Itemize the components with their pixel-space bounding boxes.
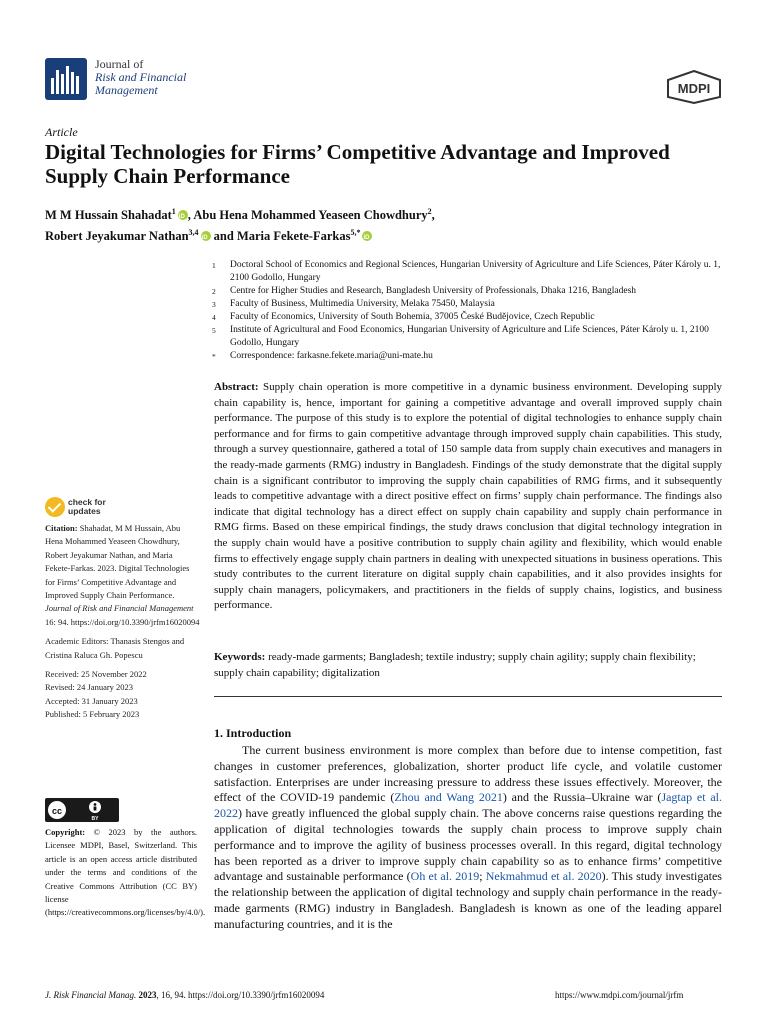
sidebar-info [45,522,200,722]
cc-by-license-icon[interactable] [45,798,119,822]
affiliation-item: 2 Centre for Higher Studies and Research, Bangladesh University of Professionals, Dhaka 1216, Bangladesh [212,286,637,296]
footer-journal-url[interactable]: https://www.mdpi.com/journal/jrfm [555,990,684,1000]
affiliations [212,259,722,363]
abstract [214,380,722,614]
date-received: Received: 25 November 2022 [45,669,147,680]
paper-title: Digital Technologies for Firms’ Competitive Advantage and Improved Supply Chain Performance [45,140,670,188]
abstract-text: Supply chain operation is more competitive in a dynamic business environment. Developing supply chain capability is, hence, important for gaining a competitive advantage and overall improved supply chain performance. The purpose of this study is to explore the potential of digital technologies to enhance supply chain performance and for firms to gain competitive advantage through improved supply chain capabilities. This study, through a survey questionnaire, gathered a total of 150 sample data from supply chain executives and managers in the ready-made garments (RMG) industry in Bangladesh. Findings of the study demonstrate that the digital supply chain is a significant contributor to improving the supply chain capabilities of RMG firms, and it subsequently leads to competitive advantage with a direct positive effect on firms’ supply chain performance. The findings also indicate that digital technology has a direct effect on supply chain capability and supply chain performance in RMG firms. Based on these empirical findings, the study draws conclusion that digital technology integration in the supply chain would have a positive contribution to supply chain agility and flexibility, which would enable firms to effectively engage supply chain partners in dealing with unexpected situations in business operations. This study contributes to the current literature on digital supply chain capabilities, and it also provides insights for supply chain managers, policymakers, and practitioners in the fields of supply chains, logistics, and business performance. [214,381,722,612]
orcid-icon[interactable] [201,231,211,241]
author-list: M M Hussain Shahadat$^1$iD , Abu Hena Mohammed Yeaseen Chowdhury$^2$, Robert Jeyakumar Nathan$^{3,4}$iD and Maria Fekete-Farkas$^{5,*}$iD [45,203,725,245]
intro-paragraph: The current business environment is more complex than before due to intense competition, fast changes in customer preferences, globalization, shorter product life cycle, and volatile customer satisfaction. Enterprises are under increasing pressure to address these issues effectively. Moreover, the effect of the COVID-19 pandemic (Zhou and Wang 2021) and the Russia–Ukraine war (Jagtap et al. 2022) have greatly influenced the global supply chain. The above concerns raise questions regarding the application of digital technologies towards the supply chain process to improve supply chain performance and to improve the agility of business processes overall. In this regard, digital technology has been reported as a driver to improve supply chain capability so as to enhance firms’ competitive advantage and sustainable performance (Oh et al. 2019; Nekmahmud et al. 2020). This study investigates the relationship between the application of digital technology and supply chain performance in the ready-made garments (RMG) industry in Bangladesh. Bangladesh is known as one of the leading apparel manufacturing countries, and it is the [214,743,722,931]
abstract-label: Abstract: [214,381,259,393]
journal-name: Journal of Risk and Financial Management [95,57,187,97]
journal-logo-icon [45,58,87,100]
citation-link[interactable]: Zhou and Wang 2021 [394,790,503,805]
date-revised: Revised: 24 January 2023 [45,682,134,693]
author-name[interactable]: Abu Hena Mohammed Yeaseen Chowdhury [193,208,428,223]
svg-text:cc: cc [51,806,63,816]
keywords [214,650,722,681]
author-name[interactable]: Maria Fekete-Farkas [236,229,351,244]
section-heading: 1. Introduction [214,726,292,740]
academic-editors: Academic Editors: Thanasis Stengos and Cristina Raluca Gh. Popescu [45,636,185,660]
copyright-notice: Copyright: © 2023 by the authors. Licensee MDPI, Basel, Switzerland. This article is an open access article distributed under the terms and conditions of the Creative Commons Attribution (CC BY) license (https://creativecommons.org/licenses/by/4.0/). [45,827,206,918]
intro-body [214,743,722,933]
citation-block: Citation: Shahadat, M M Hussain, Abu Hena Mohammed Yeaseen Chowdhury, Robert Jeyakumar Nathan, and Maria Fekete-Farkas. 2023. Digital Technologies for Firms’ Competitive Advantage and Improved Supply Chain Performance. Journal of Risk and Financial Management 16: 94. https://doi.org/10.3390/jrfm16020094 [45,523,200,627]
affiliation-item: 3 Faculty of Business, Multimedia University, Melaka 75450, Malaysia [212,299,495,309]
keywords-text: ready-made garments; Bangladesh; textile industry; supply chain agility; supply chain flexibility; supply chain capability; digitalization [214,651,696,679]
divider [214,696,722,697]
affiliation-item: 5 Institute of Agricultural and Food Economics, Hungarian University of Agriculture and Life Sciences, Páter Károly u. 1, 2100 Godollo, Hungary [212,325,709,348]
check-updates-icon [45,497,65,517]
citation-link[interactable]: Nekmahmud et al. 2020 [485,869,602,884]
keywords-label: Keywords: [214,651,266,663]
correspondence: * Correspondence: farkasne.fekete.maria@uni-mate.hu [212,351,433,361]
affiliation-item: 1 Doctoral School of Economics and Regional Sciences, Hungarian University of Agriculture and Life Sciences, Páter Károly u. 1, 2100 Godollo, Hungary [212,260,721,283]
mdpi-logo-icon[interactable] [666,70,722,104]
author-name[interactable]: Robert Jeyakumar Nathan [45,229,189,244]
check-for-updates-button[interactable]: check for updates [45,497,135,519]
citation-link[interactable]: Oh et al. 2019 [410,869,480,884]
affiliation-item: 4 Faculty of Economics, University of South Bohemia, 37005 České Budějovice, Czech Republic [212,312,595,322]
footer-citation: J. Risk Financial Manag. 2023, 16, 94. https://doi.org/10.3390/jrfm16020094 [45,990,325,1000]
date-accepted: Accepted: 31 January 2023 [45,695,138,706]
cc-by-label: BY [91,816,99,822]
date-published: Published: 5 February 2023 [45,709,140,720]
publisher-name: MDPI [677,81,711,96]
orcid-icon[interactable] [178,210,188,220]
orcid-icon[interactable] [362,231,372,241]
citation-link[interactable]: Jagtap et al. 2022 [214,790,722,821]
author-name[interactable]: M M Hussain Shahadat [45,208,172,223]
article-type: Article [45,125,78,139]
